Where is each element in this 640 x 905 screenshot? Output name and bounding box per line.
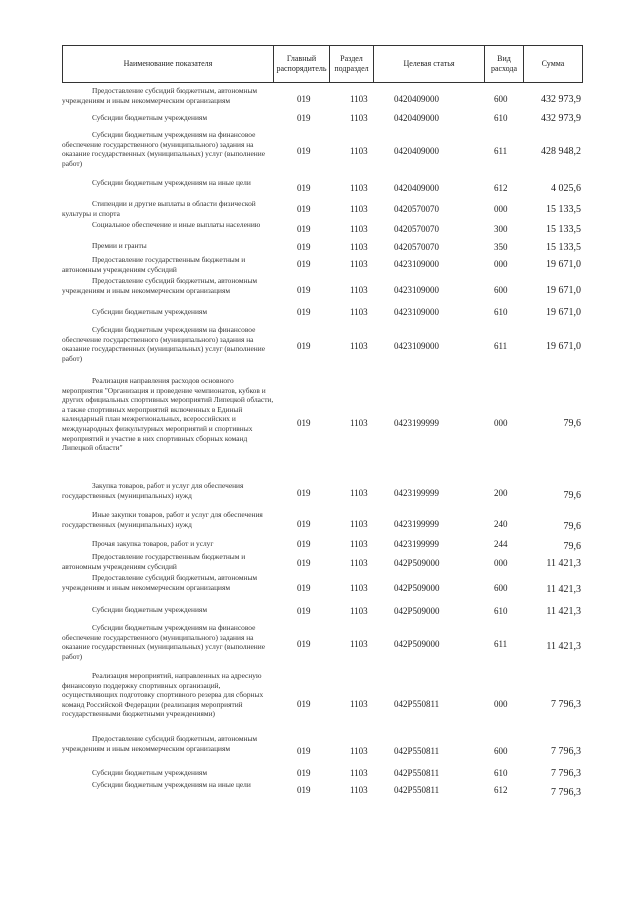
row-article: 0423199999 — [394, 418, 439, 428]
row-kind: 000 — [494, 259, 508, 269]
row-name: Предоставление субсидий бюджетным, автономным учреждениям и иным некоммерческим организациям — [62, 734, 258, 753]
row-kind: 611 — [494, 639, 508, 649]
row-sum: 7 796,3 — [551, 699, 581, 710]
row-name: Субсидии бюджетным учреждениям на иные цели — [92, 780, 251, 789]
row-admin: 019 — [297, 699, 311, 709]
row-name: Социальное обеспечение и иные выплаты населению — [92, 220, 261, 229]
row-admin: 019 — [297, 488, 311, 498]
row-article: 042P509000 — [394, 583, 440, 593]
row-sum: 79,6 — [563, 418, 581, 429]
row-article: 042P550811 — [394, 746, 440, 756]
row-kind: 000 — [494, 418, 508, 428]
row-section: 1103 — [350, 242, 368, 252]
row-admin: 019 — [297, 307, 311, 317]
row-name: Реализация направления расходов основного мероприятия "Организация и проведение чемпионатов, кубков и других официальных спортивных мероприятий Липецкой области, а также спортивных мероприятий включенных в Единый календарный план межрегиональных, всероссийских и международных физкультурных мероприятий и спортивных мероприятий и участие в них спортивных сборных команд Липецкой области" — [62, 376, 274, 453]
row-kind: 240 — [494, 519, 508, 529]
row-article: 0423109000 — [394, 307, 439, 317]
row-section: 1103 — [350, 183, 368, 193]
row-article: 042P550811 — [394, 768, 440, 778]
row-article: 0420570070 — [394, 204, 439, 214]
header-article: Целевая статья — [373, 45, 485, 83]
row-section: 1103 — [350, 259, 368, 269]
row-sum: 7 796,3 — [551, 746, 581, 757]
row-name: Предоставление государственным бюджетным и автономным учреждениям субсидий — [62, 255, 246, 274]
row-admin: 019 — [297, 785, 311, 795]
row-kind: 244 — [494, 539, 508, 549]
row-sum: 15 133,5 — [546, 204, 581, 215]
row-kind: 600 — [494, 285, 508, 295]
row-kind: 612 — [494, 785, 508, 795]
row-admin: 019 — [297, 183, 311, 193]
row-article: 042P550811 — [394, 785, 440, 795]
row-kind: 610 — [494, 606, 508, 616]
row-admin: 019 — [297, 606, 311, 616]
row-admin: 019 — [297, 242, 311, 252]
row-article: 0423109000 — [394, 259, 439, 269]
row-name: Субсидии бюджетным учреждениям — [92, 307, 208, 316]
row-section: 1103 — [350, 418, 368, 428]
row-sum: 19 671,0 — [546, 285, 581, 296]
row-article: 0420570070 — [394, 242, 439, 252]
row-kind: 610 — [494, 768, 508, 778]
row-article: 042P509000 — [394, 639, 440, 649]
row-admin: 019 — [297, 539, 311, 549]
table-header — [62, 45, 583, 83]
row-article: 042P509000 — [394, 606, 440, 616]
row-name: Субсидии бюджетным учреждениям на финансовое обеспечение государственного (муниципального) задания на оказание государственных (муниципальных) услуг (выполнение работ) — [62, 623, 265, 661]
row-sum: 428 948,2 — [541, 146, 581, 157]
row-name: Стипендии и другие выплаты в области физической культуры и спорта — [62, 199, 256, 218]
row-admin: 019 — [297, 94, 311, 104]
row-article: 0420570070 — [394, 224, 439, 234]
row-admin: 019 — [297, 768, 311, 778]
row-admin: 019 — [297, 418, 311, 428]
row-section: 1103 — [350, 583, 368, 593]
row-sum: 7 796,3 — [551, 787, 581, 798]
row-section: 1103 — [350, 768, 368, 778]
row-kind: 612 — [494, 183, 508, 193]
row-article: 0420409000 — [394, 146, 439, 156]
row-sum: 79,6 — [563, 490, 581, 501]
row-name: Прочая закупка товаров, работ и услуг — [92, 539, 214, 548]
row-name: Субсидии бюджетным учреждениям на иные цели — [92, 178, 251, 187]
header-sum: Сумма — [523, 45, 583, 83]
row-kind: 000 — [494, 699, 508, 709]
row-name: Субсидии бюджетным учреждениям на финансовое обеспечение государственного (муниципального) задания на оказание государственных (муниципальных) услуг (выполнение работ) — [62, 130, 265, 168]
row-article: 0423199999 — [394, 488, 439, 498]
row-section: 1103 — [350, 746, 368, 756]
row-kind: 200 — [494, 488, 508, 498]
row-article: 0423199999 — [394, 539, 439, 549]
row-section: 1103 — [350, 285, 368, 295]
row-admin: 019 — [297, 146, 311, 156]
row-admin: 019 — [297, 259, 311, 269]
row-admin: 019 — [297, 285, 311, 295]
row-admin: 019 — [297, 746, 311, 756]
row-sum: 11 421,3 — [546, 641, 581, 652]
row-section: 1103 — [350, 146, 368, 156]
header-name: Наименование показателя — [62, 45, 274, 83]
row-kind: 000 — [494, 558, 508, 568]
row-admin: 019 — [297, 639, 311, 649]
row-sum: 15 133,5 — [546, 242, 581, 253]
row-sum: 19 671,0 — [546, 259, 581, 270]
row-sum: 11 421,3 — [546, 606, 581, 617]
header-admin: Главный распорядитель — [273, 45, 330, 83]
row-sum: 4 025,6 — [551, 183, 581, 194]
row-name: Премии и гранты — [92, 241, 147, 250]
header-kind: Вид расхода — [484, 45, 524, 83]
row-article: 0423109000 — [394, 285, 439, 295]
row-sum: 79,6 — [563, 541, 581, 552]
row-kind: 610 — [494, 307, 508, 317]
row-section: 1103 — [350, 639, 368, 649]
row-section: 1103 — [350, 94, 368, 104]
row-kind: 611 — [494, 146, 508, 156]
row-sum: 15 133,5 — [546, 224, 581, 235]
row-article: 0423109000 — [394, 341, 439, 351]
row-section: 1103 — [350, 519, 368, 529]
row-admin: 019 — [297, 519, 311, 529]
row-sum: 19 671,0 — [546, 341, 581, 352]
row-article: 042P550811 — [394, 699, 440, 709]
row-sum: 11 421,3 — [546, 584, 581, 595]
row-admin: 019 — [297, 583, 311, 593]
row-article: 042P509000 — [394, 558, 440, 568]
row-article: 0420409000 — [394, 113, 439, 123]
row-section: 1103 — [350, 204, 368, 214]
row-admin: 019 — [297, 224, 311, 234]
row-sum: 7 796,3 — [551, 768, 581, 779]
row-section: 1103 — [350, 488, 368, 498]
row-sum: 432 973,9 — [541, 94, 581, 105]
row-section: 1103 — [350, 785, 368, 795]
row-section: 1103 — [350, 307, 368, 317]
row-name: Субсидии бюджетным учреждениям — [92, 768, 208, 777]
row-sum: 11 421,3 — [546, 558, 581, 569]
row-kind: 600 — [494, 583, 508, 593]
row-name: Предоставление субсидий бюджетным, автономным учреждениям и иным некоммерческим организациям — [62, 86, 258, 105]
row-article: 0420409000 — [394, 183, 439, 193]
row-kind: 611 — [494, 341, 508, 351]
row-section: 1103 — [350, 113, 368, 123]
row-name: Предоставление государственным бюджетным и автономным учреждениям субсидий — [62, 552, 246, 571]
row-section: 1103 — [350, 224, 368, 234]
row-sum: 19 671,0 — [546, 307, 581, 318]
row-name: Субсидии бюджетным учреждениям — [92, 605, 208, 614]
row-kind: 350 — [494, 242, 508, 252]
row-kind: 000 — [494, 204, 508, 214]
header-section: Раздел подраздел — [329, 45, 374, 83]
row-admin: 019 — [297, 341, 311, 351]
row-name: Предоставление субсидий бюджетным, автономным учреждениям и иным некоммерческим организациям — [62, 573, 258, 592]
row-section: 1103 — [350, 699, 368, 709]
row-name: Закупка товаров, работ и услуг для обеспечения государственных (муниципальных) нужд — [62, 481, 244, 500]
row-name: Предоставление субсидий бюджетным, автономным учреждениям и иным некоммерческим организациям — [62, 276, 258, 295]
row-section: 1103 — [350, 539, 368, 549]
row-kind: 600 — [494, 94, 508, 104]
row-article: 0423199999 — [394, 519, 439, 529]
row-name: Субсидии бюджетным учреждениям — [92, 113, 208, 122]
row-article: 0420409000 — [394, 94, 439, 104]
row-kind: 600 — [494, 746, 508, 756]
row-kind: 300 — [494, 224, 508, 234]
row-name: Иные закупки товаров, работ и услуг для обеспечения государственных (муниципальных) нужд — [62, 510, 263, 529]
row-name: Субсидии бюджетным учреждениям на финансовое обеспечение государственного (муниципального) задания на оказание государственных (муниципальных) услуг (выполнение работ) — [62, 325, 265, 363]
row-section: 1103 — [350, 341, 368, 351]
row-sum: 432 973,9 — [541, 113, 581, 124]
row-admin: 019 — [297, 204, 311, 214]
row-admin: 019 — [297, 113, 311, 123]
row-admin: 019 — [297, 558, 311, 568]
row-kind: 610 — [494, 113, 508, 123]
row-section: 1103 — [350, 558, 368, 568]
row-section: 1103 — [350, 606, 368, 616]
row-name: Реализация мероприятий, направленных на адресную финансовую поддержку спортивных организаций, осуществляющих подготовку спортивного резерва для сборных команд Российской Федерации (реализация мероприятий государственными бюджетными учреждениями) — [62, 671, 264, 719]
row-sum: 79,6 — [563, 521, 581, 532]
